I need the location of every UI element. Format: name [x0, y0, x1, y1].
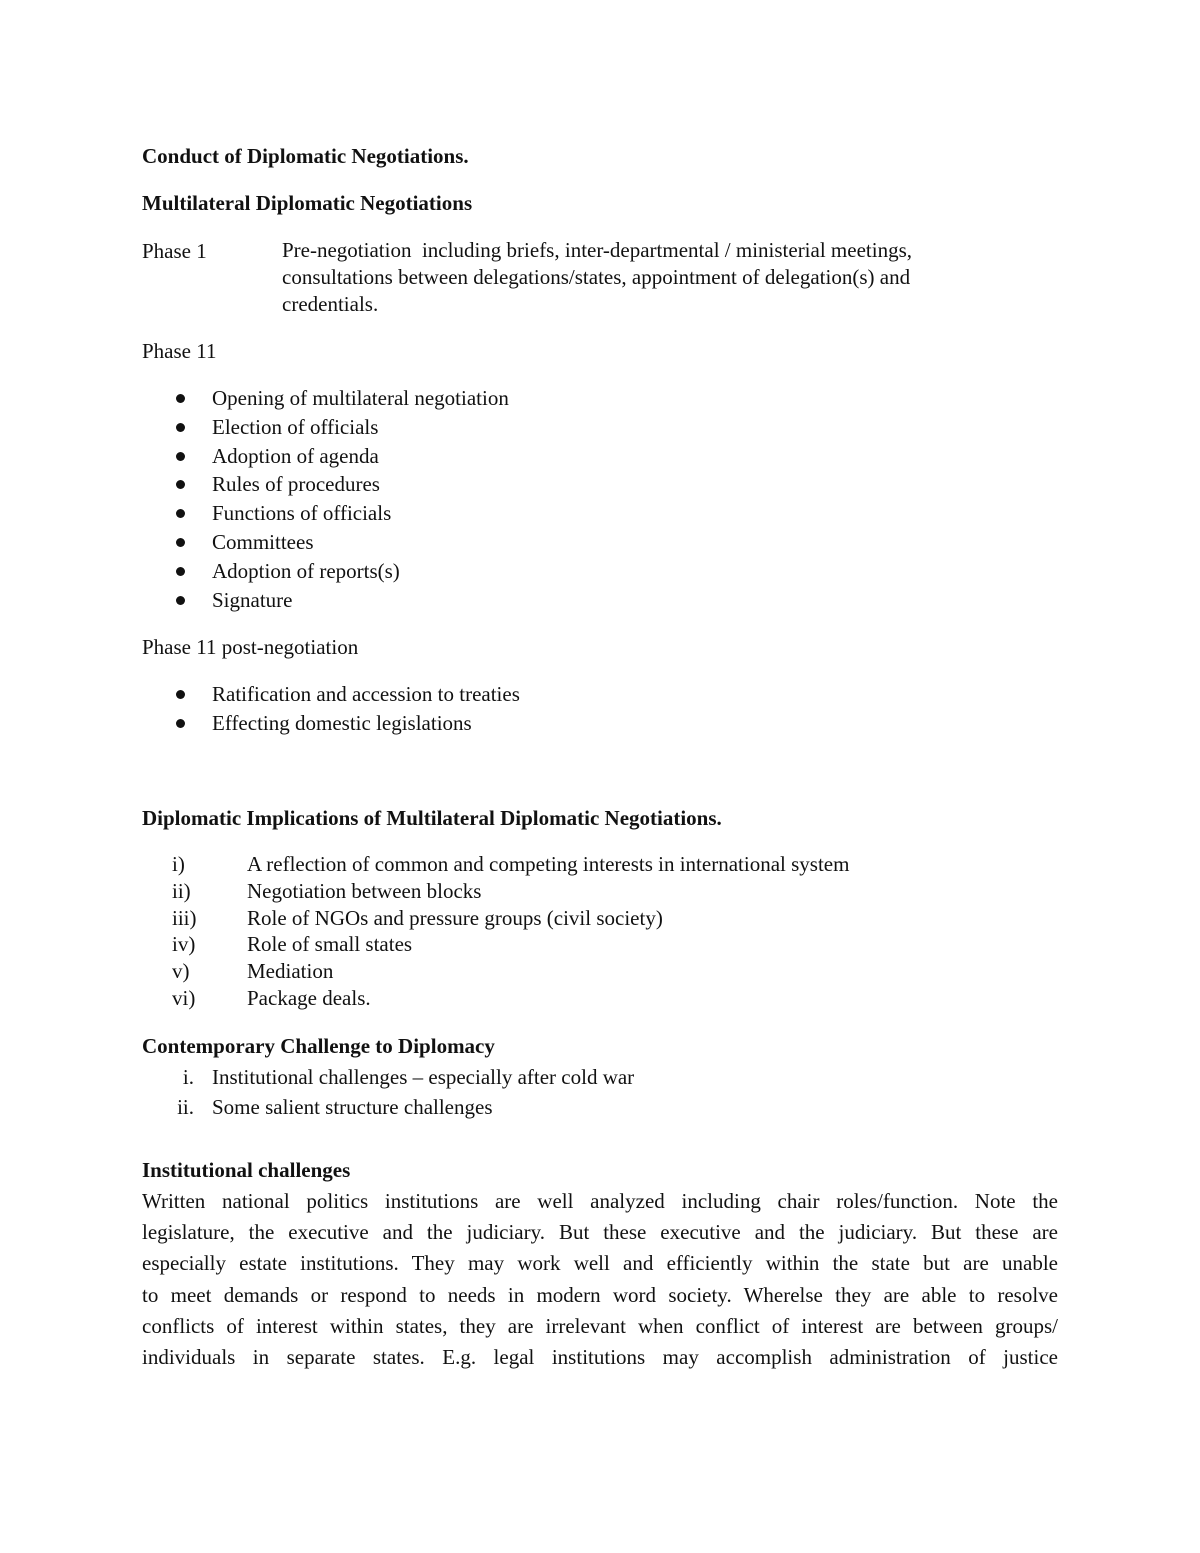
list-item: Rules of procedures: [172, 470, 1072, 499]
phase-2-post-list: [172, 680, 1072, 738]
phase-1-description: [282, 237, 1082, 318]
phase-2-label: Phase 11: [142, 339, 217, 363]
challenges-list: [142, 1063, 1042, 1123]
bullet-icon: [176, 480, 185, 489]
list-item: iii) Role of NGOs and pressure groups (civil society): [172, 905, 663, 930]
section-heading-institutional: Institutional challenges: [142, 1158, 351, 1182]
paragraph-line: conflicts of interest within states, they are irrelevant when conflict of interest are between groups/: [142, 1313, 1058, 1338]
list-item: v) Mediation: [172, 959, 334, 984]
list-item: Opening of multilateral negotiation: [172, 384, 1072, 413]
bullet-icon: [176, 596, 185, 605]
list-item: Signature: [172, 586, 1072, 615]
phase-1-line: credentials.: [282, 292, 379, 316]
list-item: ii) Negotiation between blocks: [172, 878, 482, 903]
list-item: Adoption of reports(s): [172, 557, 1072, 586]
phase-2-list: [172, 384, 1072, 614]
section-heading-implications: Diplomatic Implications of Multilateral Diplomatic Negotiations.: [142, 806, 722, 830]
bullet-icon: [176, 394, 185, 403]
bullet-icon: [176, 509, 185, 518]
list-item: Ratification and accession to treaties: [172, 680, 1072, 709]
list-item: i) A reflection of common and competing interests in international system: [172, 852, 850, 876]
phase-2-post-label: Phase 11 post-negotiation: [142, 635, 359, 659]
list-item: iv) Role of small states: [172, 932, 413, 957]
bullet-icon: [176, 719, 185, 728]
phase-1-label: Phase 1: [142, 239, 207, 263]
bullet-icon: [176, 567, 185, 576]
list-item: Effecting domestic legislations: [172, 709, 1072, 738]
list-item: vi) Package deals.: [172, 985, 371, 1010]
paragraph-line: legislature, the executive and the judiciary. But these executive and the judiciary. But these are: [142, 1220, 1058, 1245]
paragraph-line: individuals in separate states. E.g. legal institutions may accomplish administration of justice: [142, 1345, 1058, 1370]
bullet-icon: [176, 690, 185, 699]
list-item: i. Institutional challenges – especially after cold war: [182, 1065, 635, 1089]
list-item: Adoption of agenda: [172, 442, 1072, 471]
bullet-icon: [176, 452, 185, 461]
paragraph-line: to meet demands or respond to needs in modern word society. Wherelse they are able to resolve: [142, 1282, 1058, 1307]
implications-list: [172, 851, 1072, 1012]
section-heading-multilateral: Multilateral Diplomatic Negotiations: [142, 191, 473, 215]
list-item: ii. Some salient structure challenges: [177, 1095, 493, 1119]
paragraph-line: especially estate institutions. They may work well and efficiently within the state but are unable: [142, 1251, 1058, 1276]
document-title: Conduct of Diplomatic Negotiations.: [142, 144, 469, 168]
list-item: Functions of officials: [172, 499, 1072, 528]
paragraph-line: Written national politics institutions are well analyzed including chair roles/function. Note the: [142, 1189, 1058, 1213]
phase-1-line: Pre-negotiation including briefs, inter-departmental / ministerial meetings,: [282, 238, 912, 262]
bullet-icon: [176, 423, 185, 432]
phase-1-line: consultations between delegations/states, appointment of delegation(s) and: [282, 265, 911, 289]
institutional-paragraph: [142, 1186, 1058, 1373]
section-heading-contemporary: Contemporary Challenge to Diplomacy: [142, 1034, 495, 1058]
list-item: Election of officials: [172, 413, 1072, 442]
bullet-icon: [176, 538, 185, 547]
list-item: Committees: [172, 528, 1072, 557]
